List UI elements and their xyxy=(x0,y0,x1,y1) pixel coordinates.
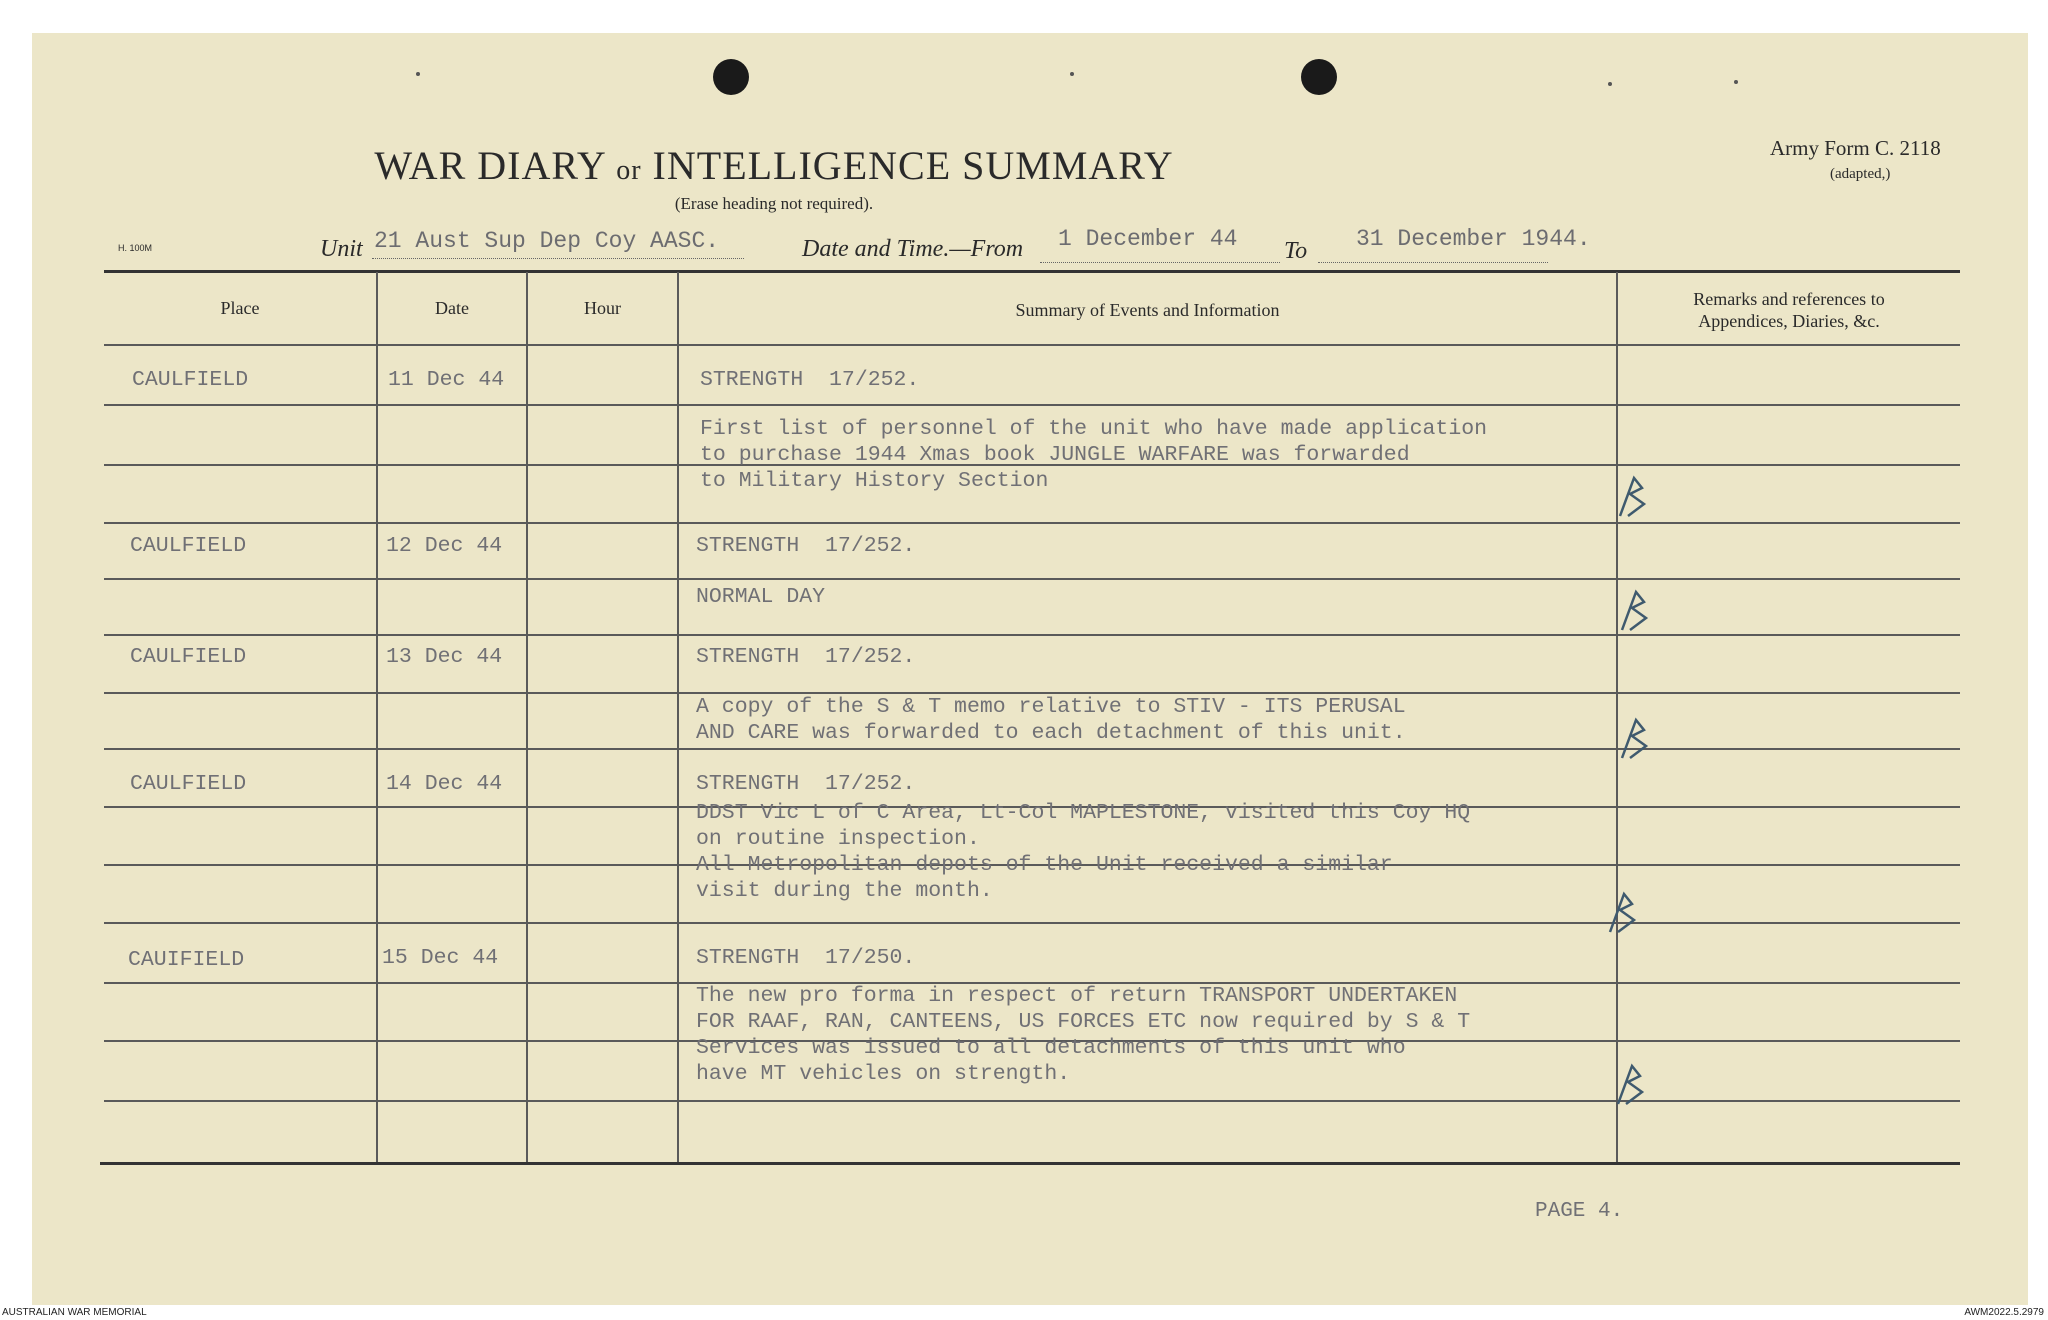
footer-left: AUSTRALIAN WAR MEMORIAL xyxy=(2,1307,147,1318)
entry-summary-line: STRENGTH 17/252. xyxy=(700,368,920,392)
army-form-adapted: (adapted,) xyxy=(1830,166,1891,182)
entry-summary-line: FOR RAAF, RAN, CANTEENS, US FORCES ETC now required by S & T xyxy=(696,1010,1471,1034)
entry-summary-line: on routine inspection. xyxy=(696,827,980,851)
entry-place: CAULFIELD xyxy=(130,534,247,558)
column-header-hour: Hour xyxy=(584,298,621,318)
entry-date: 14 Dec 44 xyxy=(386,772,503,796)
entry-summary-line: The new pro forma in respect of return TRANSPORT UNDERTAKEN xyxy=(696,984,1458,1008)
column-header-remarks xyxy=(1618,288,1960,332)
entry-summary-line: to purchase 1944 Xmas book JUNGLE WARFARE was forwarded xyxy=(700,443,1410,467)
initial-mark-icon xyxy=(1614,472,1654,522)
unit-value: 21 Aust Sup Dep Coy AASC. xyxy=(374,228,720,254)
entry-date: 15 Dec 44 xyxy=(382,946,499,970)
entry-summary-line: AND CARE was forwarded to each detachment of this unit. xyxy=(696,721,1406,745)
to-fill-line xyxy=(1318,262,1548,263)
ink-speck xyxy=(1608,82,1612,86)
entry-summary-line: NORMAL DAY xyxy=(696,585,826,609)
unit-label: Unit xyxy=(320,236,363,262)
ink-speck xyxy=(416,72,420,76)
entry-summary-line: visit during the month. xyxy=(696,879,993,903)
ruled-line xyxy=(104,748,1960,750)
army-form-number: Army Form C. 2118 xyxy=(1770,136,1941,160)
table-bottom-rule xyxy=(100,1162,1960,1165)
remarks-header-line-1: Remarks and references to xyxy=(1693,289,1885,309)
form-title: WAR DIARY or INTELLIGENCE SUMMARY xyxy=(374,143,1174,188)
entry-place: CAULFIELD xyxy=(130,645,247,669)
initial-mark-icon xyxy=(1604,888,1644,938)
initial-mark-icon xyxy=(1616,586,1656,636)
initial-mark-icon xyxy=(1616,714,1656,764)
entry-summary-line: STRENGTH 17/252. xyxy=(696,772,916,796)
remarks-header-line-2: Appendices, Diaries, &c. xyxy=(1698,311,1880,331)
ruled-line xyxy=(104,578,1960,580)
entry-summary-line: DDST Vic L of C Area, Lt-Col MAPLESTONE, visited this Coy HQ xyxy=(696,801,1471,825)
page-number: PAGE 4. xyxy=(1535,1200,1624,1223)
entry-summary-line: All Metropolitan depots of the Unit received a similar xyxy=(696,853,1393,877)
from-fill-line xyxy=(1040,262,1280,263)
ruled-line xyxy=(104,634,1960,636)
entry-place: CAUIFIELD xyxy=(128,948,245,972)
entry-summary-line: First list of personnel of the unit who have made application xyxy=(700,417,1488,441)
column-header-place: Place xyxy=(220,298,260,318)
column-header-summary: Summary of Events and Information xyxy=(1015,300,1280,320)
entry-date: 11 Dec 44 xyxy=(388,368,505,392)
to-label: To xyxy=(1284,238,1308,264)
entry-date: 12 Dec 44 xyxy=(386,534,503,558)
entry-place: CAULFIELD xyxy=(132,368,249,392)
from-date-value: 1 December 44 xyxy=(1058,226,1238,252)
entry-summary-line: Services was issued to all detachments of this unit who xyxy=(696,1036,1406,1060)
entry-summary-line: STRENGTH 17/252. xyxy=(696,534,916,558)
ruled-line xyxy=(104,522,1960,524)
initial-mark-icon xyxy=(1612,1060,1652,1110)
entry-place: CAULFIELD xyxy=(130,772,247,796)
print-code: H. 100M xyxy=(118,243,153,253)
ruled-line xyxy=(104,922,1960,924)
entry-summary-line: have MT vehicles on strength. xyxy=(696,1062,1071,1086)
header-bottom-rule xyxy=(104,344,1960,346)
entry-summary-line: STRENGTH 17/252. xyxy=(696,645,916,669)
entry-summary-line: STRENGTH 17/250. xyxy=(696,946,916,970)
entry-summary-line: to Military History Section xyxy=(700,469,1049,493)
to-date-value: 31 December 1944. xyxy=(1356,226,1591,252)
footer-right: AWM2022.5.2979 xyxy=(1964,1307,2044,1318)
column-header-date: Date xyxy=(435,298,469,318)
ink-speck xyxy=(1734,80,1738,84)
ink-speck xyxy=(1070,72,1074,76)
entry-date: 13 Dec 44 xyxy=(386,645,503,669)
entry-summary-line: A copy of the S & T memo relative to STIV - ITS PERUSAL xyxy=(696,695,1406,719)
diary-sheet xyxy=(32,33,2028,1305)
table-top-rule xyxy=(104,270,1960,273)
unit-fill-line xyxy=(372,258,744,259)
punch-hole xyxy=(713,59,749,95)
ruled-line xyxy=(104,1100,1960,1102)
form-subtitle: (Erase heading not required). xyxy=(674,194,874,213)
ruled-line xyxy=(104,404,1960,406)
date-time-label: Date and Time.—From xyxy=(802,236,1024,262)
punch-hole xyxy=(1301,59,1337,95)
